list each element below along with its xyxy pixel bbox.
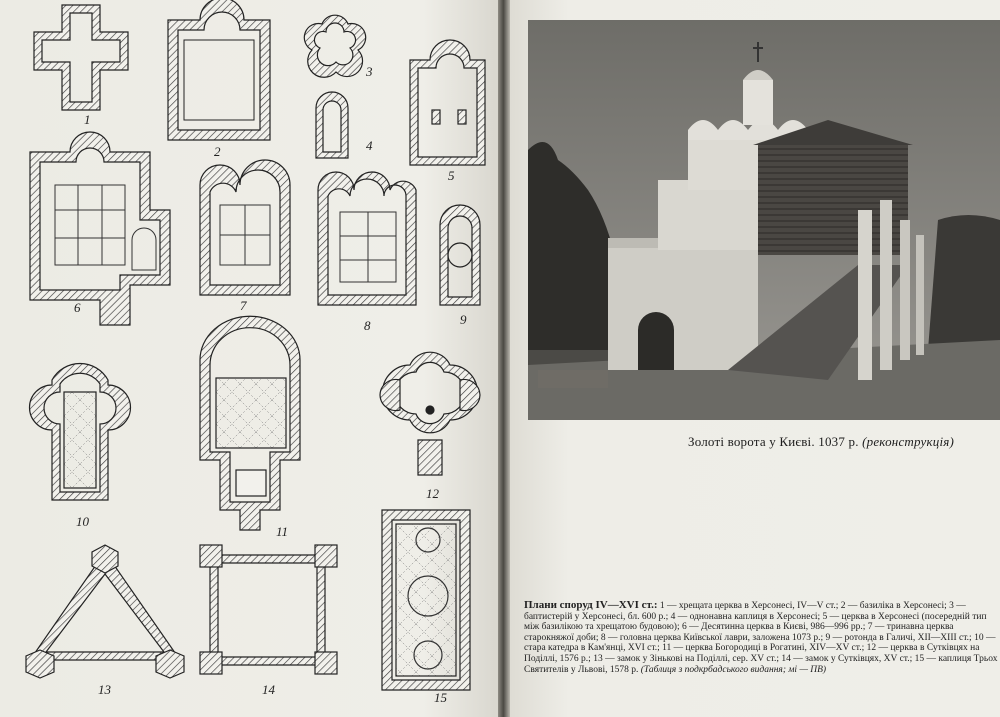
plan-3-baptistery <box>304 15 365 77</box>
figure-number: 7 <box>240 298 247 313</box>
plan-6-tithe-church <box>30 132 170 325</box>
figure-number: 10 <box>76 514 89 529</box>
figure-number: 11 <box>276 524 289 539</box>
plan-13-castle-zinkiv <box>26 545 184 678</box>
figure-number: 6 <box>74 300 81 315</box>
plan-15-chapel-lviv <box>382 510 470 690</box>
plan-5-church <box>410 40 485 165</box>
caption-note: (реконструкція) <box>862 434 955 449</box>
plans-body: 1 — хрещата церква в Херсонесі, IV—V ст.; 2 — базиліка в Херсонесі; 3 — баптистерій у Херсонесі, бл. 600 р.; 4 — однонавна каплиця в Херсонесі; 5 — церква в Херсонесі (посередній тип між базилікою та хрещатою будовою); 6 — Десятинна церква в Києві, 986—996 рр.; 7 — тринавна церква старокняжої доби; 8 — головна церква Київської лаври, заложена 1073 р.; 9 — ротонда в Галичі, XII—XIII ст.; 10 — стара катедра в Кам'янці, XVI ст.; 11 — церква Богородиці в Рогатині, XIV—XV ст.; 12 — церква в Сутківцях на Поділлі, 1576 р.; 13 — замок у Зінькові на Поділлі, сер. XV ст.; 14 — замок у Сутківцях, XV ст.; 15 — каплиця Трьох Святителів у Львові, 1578 р. <box>524 601 998 675</box>
plans-source: (Таблиця з подкрбадського видання; мі — ПВ) <box>640 664 827 675</box>
plan-9-rotunda <box>440 205 480 305</box>
plan-4-chapel <box>316 92 348 158</box>
golden-gate-photo <box>528 20 1000 420</box>
figure-number: 5 <box>448 168 455 183</box>
figure-number: 4 <box>366 138 373 153</box>
figure-number: 3 <box>366 64 373 79</box>
figure-number: 12 <box>426 486 439 501</box>
plans-description <box>524 600 1000 675</box>
plan-14-castle-sutkivtsi <box>200 545 337 674</box>
plan-7-three-nave-church <box>200 160 290 295</box>
figure-number: 15 <box>434 690 447 705</box>
plan-12-church-sutkivtsi <box>380 352 480 475</box>
photo-caption <box>688 434 1000 450</box>
plan-2-basilica <box>168 0 270 140</box>
figure-number: 1 <box>84 112 91 127</box>
figure-number: 13 <box>98 682 111 697</box>
plan-8-lavra-church <box>318 172 416 305</box>
left-page <box>0 0 498 717</box>
figure-number: 9 <box>460 312 467 327</box>
plan-1-cross-church <box>34 5 128 110</box>
figure-number: 14 <box>262 682 275 697</box>
figure-number: 2 <box>214 144 221 159</box>
plan-10-cathedral <box>30 363 131 500</box>
caption-text: Золоті ворота у Києві. 1037 р. <box>688 434 863 449</box>
plan-11-church-rohatyn <box>200 316 300 530</box>
floor-plans-drawing <box>0 0 498 717</box>
plans-heading: Плани споруд IV—XVI ст.: <box>524 599 658 611</box>
right-page <box>510 0 1000 717</box>
book-gutter <box>498 0 510 717</box>
figure-number: 8 <box>364 318 371 333</box>
